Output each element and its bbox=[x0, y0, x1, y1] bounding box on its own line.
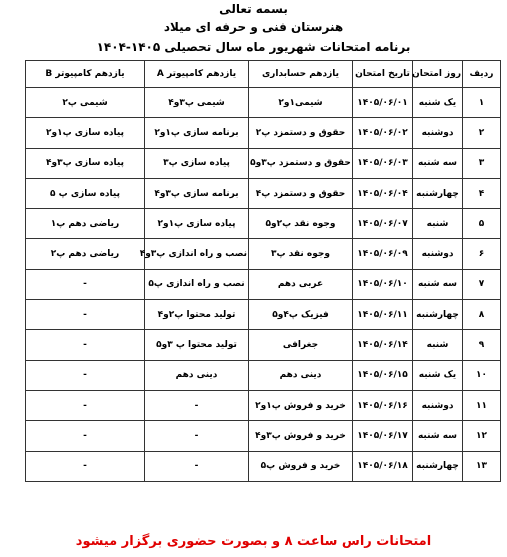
accounting-cell: حقوق و دستمزد پ۴ bbox=[249, 178, 353, 208]
row-number-cell: ۱۳ bbox=[463, 451, 501, 481]
school-name: هنرستان فنی و حرفه ای میلاد bbox=[163, 20, 344, 34]
column-header-exam-date: تاریخ امتحان bbox=[353, 61, 413, 88]
row-number-cell: ۳ bbox=[463, 148, 501, 178]
exam-day-cell: یک شنبه bbox=[413, 88, 463, 118]
computer-a-cell: - bbox=[145, 390, 249, 420]
exam-day-cell: سه شنبه bbox=[413, 269, 463, 299]
exam-date-cell: ۱۴۰۵/۰۶/۱۶ bbox=[353, 390, 413, 420]
exam-date-cell: ۱۴۰۵/۰۶/۱۵ bbox=[353, 360, 413, 390]
computer-a-cell: پیاده سازی پ۳ bbox=[145, 148, 249, 178]
exam-time-note: امتحانات راس ساعت ۸ و بصورت حضوری برگزار میشود bbox=[75, 534, 432, 549]
table-row bbox=[26, 330, 501, 360]
exam-day-cell: یک شنبه bbox=[413, 360, 463, 390]
row-number-cell: ۶ bbox=[463, 239, 501, 269]
exam-schedule-table bbox=[25, 60, 501, 482]
exam-day-cell: چهارشنبه bbox=[413, 451, 463, 481]
accounting-cell: حقوق و دستمزد پ۳و۵ bbox=[249, 148, 353, 178]
computer-a-cell: شیمی پ۳و۴ bbox=[145, 88, 249, 118]
column-header-computer-b: یازدهم کامپیوتر B bbox=[26, 61, 145, 88]
bismillah-heading: بسمه تعالی bbox=[219, 2, 288, 16]
exam-day-cell: دوشنبه bbox=[413, 390, 463, 420]
row-number-cell: ۹ bbox=[463, 330, 501, 360]
computer-a-cell: تولید محتوا پ۲و۴ bbox=[145, 300, 249, 330]
row-number-cell: ۱ bbox=[463, 88, 501, 118]
column-header-exam-day: روز امتحان bbox=[413, 61, 463, 88]
table-row bbox=[26, 421, 501, 451]
computer-a-cell: پیاده سازی پ۱و۲ bbox=[145, 209, 249, 239]
accounting-cell: خرید و فروش پ۵ bbox=[249, 451, 353, 481]
accounting-cell: عربی دهم bbox=[249, 269, 353, 299]
computer-b-cell: ریاضی دهم پ۲ bbox=[26, 239, 145, 269]
computer-b-cell: - bbox=[26, 300, 145, 330]
schedule-title: برنامه امتحانات شهریور ماه سال تحصیلی ۱۴۰۵-۱۴۰۴ bbox=[96, 40, 411, 54]
exam-date-cell: ۱۴۰۵/۰۶/۱۱ bbox=[353, 300, 413, 330]
row-number-cell: ۴ bbox=[463, 178, 501, 208]
accounting-cell: خرید و فروش پ۱و۲ bbox=[249, 390, 353, 420]
computer-a-cell: برنامه سازی پ۱و۲ bbox=[145, 118, 249, 148]
accounting-cell: فیزیک پ۴و۵ bbox=[249, 300, 353, 330]
computer-b-cell: - bbox=[26, 421, 145, 451]
exam-date-cell: ۱۴۰۵/۰۶/۱۰ bbox=[353, 269, 413, 299]
exam-day-cell: شنبه bbox=[413, 209, 463, 239]
exam-day-cell: دوشنبه bbox=[413, 239, 463, 269]
accounting-cell: شیمی۱و۲ bbox=[249, 88, 353, 118]
table-row bbox=[26, 239, 501, 269]
accounting-cell: وجوه نقد پ۲و۵ bbox=[249, 209, 353, 239]
exam-day-cell: شنبه bbox=[413, 330, 463, 360]
table-row bbox=[26, 88, 501, 118]
computer-a-cell: نصب و راه اندازی پ۵ bbox=[145, 269, 249, 299]
table-row bbox=[26, 118, 501, 148]
exam-date-cell: ۱۴۰۵/۰۶/۰۹ bbox=[353, 239, 413, 269]
table-row bbox=[26, 178, 501, 208]
table-row bbox=[26, 390, 501, 420]
table-row bbox=[26, 451, 501, 481]
exam-date-cell: ۱۴۰۵/۰۶/۰۲ bbox=[353, 118, 413, 148]
table-header-row bbox=[26, 61, 501, 88]
computer-b-cell: پیاده سازی پ۳و۴ bbox=[26, 148, 145, 178]
accounting-cell: دینی دهم bbox=[249, 360, 353, 390]
computer-b-cell: - bbox=[26, 360, 145, 390]
exam-date-cell: ۱۴۰۵/۰۶/۱۷ bbox=[353, 421, 413, 451]
row-number-cell: ۸ bbox=[463, 300, 501, 330]
computer-b-cell: شیمی پ۲ bbox=[26, 88, 145, 118]
computer-a-cell: - bbox=[145, 451, 249, 481]
accounting-cell: خرید و فروش پ۳و۴ bbox=[249, 421, 353, 451]
exam-date-cell: ۱۴۰۵/۰۶/۱۴ bbox=[353, 330, 413, 360]
table-row bbox=[26, 269, 501, 299]
table-row bbox=[26, 148, 501, 178]
computer-a-cell: برنامه سازی پ۳و۴ bbox=[145, 178, 249, 208]
computer-a-cell: تولید محتوا پ ۳و۵ bbox=[145, 330, 249, 360]
table-row bbox=[26, 300, 501, 330]
exam-day-cell: چهارشنبه bbox=[413, 178, 463, 208]
accounting-cell: وجوه نقد پ۳ bbox=[249, 239, 353, 269]
column-header-row-number: ردیف bbox=[463, 61, 501, 88]
exam-date-cell: ۱۴۰۵/۰۶/۰۱ bbox=[353, 88, 413, 118]
computer-b-cell: - bbox=[26, 451, 145, 481]
exam-day-cell: دوشنبه bbox=[413, 118, 463, 148]
accounting-cell: جغرافی bbox=[249, 330, 353, 360]
computer-b-cell: پیاده سازی پ ۵ bbox=[26, 178, 145, 208]
row-number-cell: ۱۰ bbox=[463, 360, 501, 390]
row-number-cell: ۱۱ bbox=[463, 390, 501, 420]
computer-b-cell: - bbox=[26, 330, 145, 360]
exam-day-cell: سه شنبه bbox=[413, 148, 463, 178]
computer-b-cell: - bbox=[26, 269, 145, 299]
computer-b-cell: پیاده سازی پ۱و۲ bbox=[26, 118, 145, 148]
accounting-cell: حقوق و دستمزد پ۲ bbox=[249, 118, 353, 148]
computer-a-cell: دینی دهم bbox=[145, 360, 249, 390]
computer-a-cell: نصب و راه اندازی پ۳و۴ bbox=[145, 239, 249, 269]
table-row bbox=[26, 360, 501, 390]
exam-date-cell: ۱۴۰۵/۰۶/۱۸ bbox=[353, 451, 413, 481]
row-number-cell: ۵ bbox=[463, 209, 501, 239]
exam-date-cell: ۱۴۰۵/۰۶/۰۳ bbox=[353, 148, 413, 178]
exam-day-cell: چهارشنبه bbox=[413, 300, 463, 330]
computer-b-cell: ریاضی دهم پ۱ bbox=[26, 209, 145, 239]
computer-b-cell: - bbox=[26, 390, 145, 420]
exam-date-cell: ۱۴۰۵/۰۶/۰۷ bbox=[353, 209, 413, 239]
row-number-cell: ۱۲ bbox=[463, 421, 501, 451]
row-number-cell: ۲ bbox=[463, 118, 501, 148]
computer-a-cell: - bbox=[145, 421, 249, 451]
exam-day-cell: سه شنبه bbox=[413, 421, 463, 451]
table-row bbox=[26, 209, 501, 239]
column-header-computer-a: یازدهم کامپیوتر A bbox=[145, 61, 249, 88]
column-header-accounting: یازدهم حسابداری bbox=[249, 61, 353, 88]
exam-date-cell: ۱۴۰۵/۰۶/۰۴ bbox=[353, 178, 413, 208]
row-number-cell: ۷ bbox=[463, 269, 501, 299]
